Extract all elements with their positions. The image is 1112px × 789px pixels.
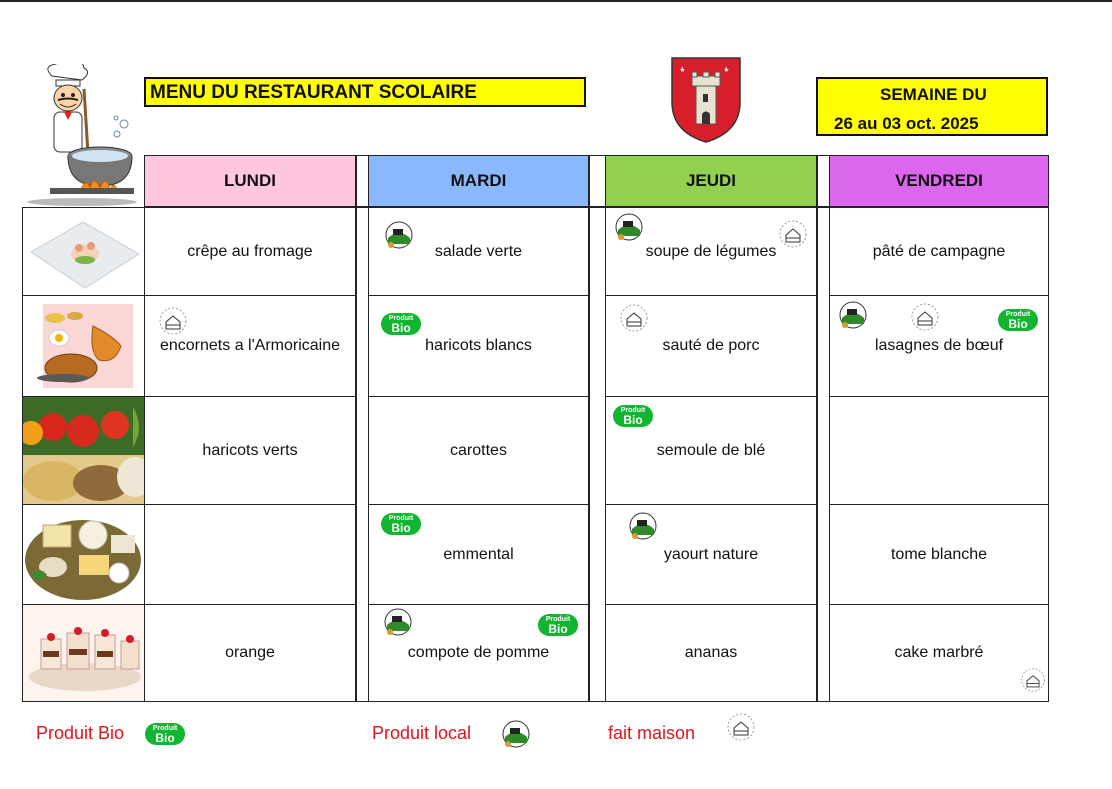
- menu-cell: [829, 207, 1049, 296]
- bio-badge-line1: Produit: [545, 615, 571, 623]
- column-gap: [589, 155, 606, 207]
- dish-name: lasagnes de bœuf: [874, 337, 1004, 354]
- row-image-vegetables: [22, 396, 145, 505]
- row-image-main: [22, 295, 145, 397]
- bio-badge-line2: Bio: [623, 412, 643, 427]
- bio-badge-line1: Produit: [388, 314, 414, 322]
- row-image-cheese: [22, 504, 145, 605]
- top-rule: [0, 0, 1112, 2]
- week-dates: 26 au 03 oct. 2025: [834, 114, 979, 133]
- produit-local-icon: [383, 220, 415, 250]
- menu-cell: [368, 295, 589, 397]
- legend-bio-label: Produit Bio: [36, 723, 125, 743]
- dish-name: soupe de légumes: [645, 242, 777, 260]
- bio-badge-line2: Bio: [155, 730, 175, 745]
- menu-cell: [144, 207, 356, 296]
- legend-local-label: Produit local: [372, 723, 472, 743]
- day-header-jeudi: JEUDI: [605, 155, 817, 207]
- fait-maison-icon: [910, 302, 940, 332]
- column-gap: [817, 155, 830, 207]
- bio-badge-line2: Bio: [548, 621, 568, 636]
- menu-cell: [829, 604, 1049, 702]
- produit-bio-icon: [538, 614, 578, 636]
- menu-cell: [144, 396, 356, 505]
- produit-bio-icon: [145, 723, 185, 745]
- fait-maison-icon: [778, 219, 808, 249]
- dish-name: sauté de porc: [662, 337, 760, 354]
- legend-maison-label: fait maison: [608, 723, 696, 743]
- bio-badge-line1: Produit: [388, 514, 414, 522]
- dish-name: cake marbré: [894, 644, 984, 661]
- dish-name: compote de pomme: [407, 644, 550, 661]
- dish-name: carottes: [450, 441, 507, 459]
- menu-cell: [829, 504, 1049, 605]
- bio-badge-line2: Bio: [391, 520, 411, 535]
- row-image-desserts: [22, 604, 145, 702]
- dish-name: tome blanche: [890, 545, 988, 563]
- column-gap: [589, 207, 606, 702]
- week-label: SEMAINE DU: [880, 85, 987, 104]
- menu-title: MENU DU RESTAURANT SCOLAIRE: [144, 77, 586, 107]
- row-image-starter: [22, 207, 145, 296]
- produit-local-icon: [837, 300, 869, 330]
- week-box: [816, 77, 1048, 136]
- produit-local-icon: [500, 719, 532, 749]
- menu-cell: [605, 604, 817, 702]
- produit-bio-icon: [381, 513, 421, 535]
- dish-name: ananas: [684, 644, 738, 661]
- menu-cell: [144, 604, 356, 702]
- fait-maison-icon: [726, 712, 756, 742]
- produit-bio-icon: [613, 405, 653, 427]
- dish-name: haricots verts: [202, 441, 298, 459]
- fait-maison-icon: [1020, 667, 1046, 693]
- dish-name: emmental: [443, 545, 514, 563]
- produit-bio-icon: [381, 313, 421, 335]
- dish-name: encornets a l'Armoricaine: [159, 337, 341, 354]
- chef-illustration: [22, 64, 142, 206]
- produit-local-icon: [382, 607, 414, 637]
- day-header-vendredi: VENDREDI: [829, 155, 1049, 207]
- dish-name: semoule de blé: [656, 441, 766, 459]
- bio-badge-line1: Produit: [620, 406, 646, 414]
- menu-cell: [368, 396, 589, 505]
- bio-badge-line2: Bio: [391, 320, 411, 335]
- day-header-mardi: MARDI: [368, 155, 589, 207]
- column-gap: [356, 207, 369, 702]
- fait-maison-icon: [619, 303, 649, 333]
- produit-bio-icon: [998, 309, 1038, 331]
- menu-cell: [144, 504, 356, 605]
- column-gap: [356, 155, 369, 207]
- produit-local-icon: [627, 511, 659, 541]
- dish-name: yaourt nature: [663, 545, 759, 563]
- produit-local-icon: [613, 212, 645, 242]
- dish-name: salade verte: [434, 242, 523, 260]
- fait-maison-icon: [158, 306, 188, 336]
- dish-name: crêpe au fromage: [187, 242, 313, 260]
- menu-cell: [829, 396, 1049, 505]
- day-header-lundi: LUNDI: [144, 155, 356, 207]
- dish-name: orange: [225, 644, 275, 661]
- dish-name: haricots blancs: [425, 337, 532, 354]
- dish-name: pâté de campagne: [872, 242, 1006, 260]
- town-crest-icon: [670, 56, 742, 144]
- bio-badge-line2: Bio: [1008, 316, 1028, 331]
- bio-badge-line1: Produit: [1005, 310, 1031, 318]
- column-gap: [817, 207, 830, 702]
- bio-badge-line1: Produit: [152, 724, 178, 732]
